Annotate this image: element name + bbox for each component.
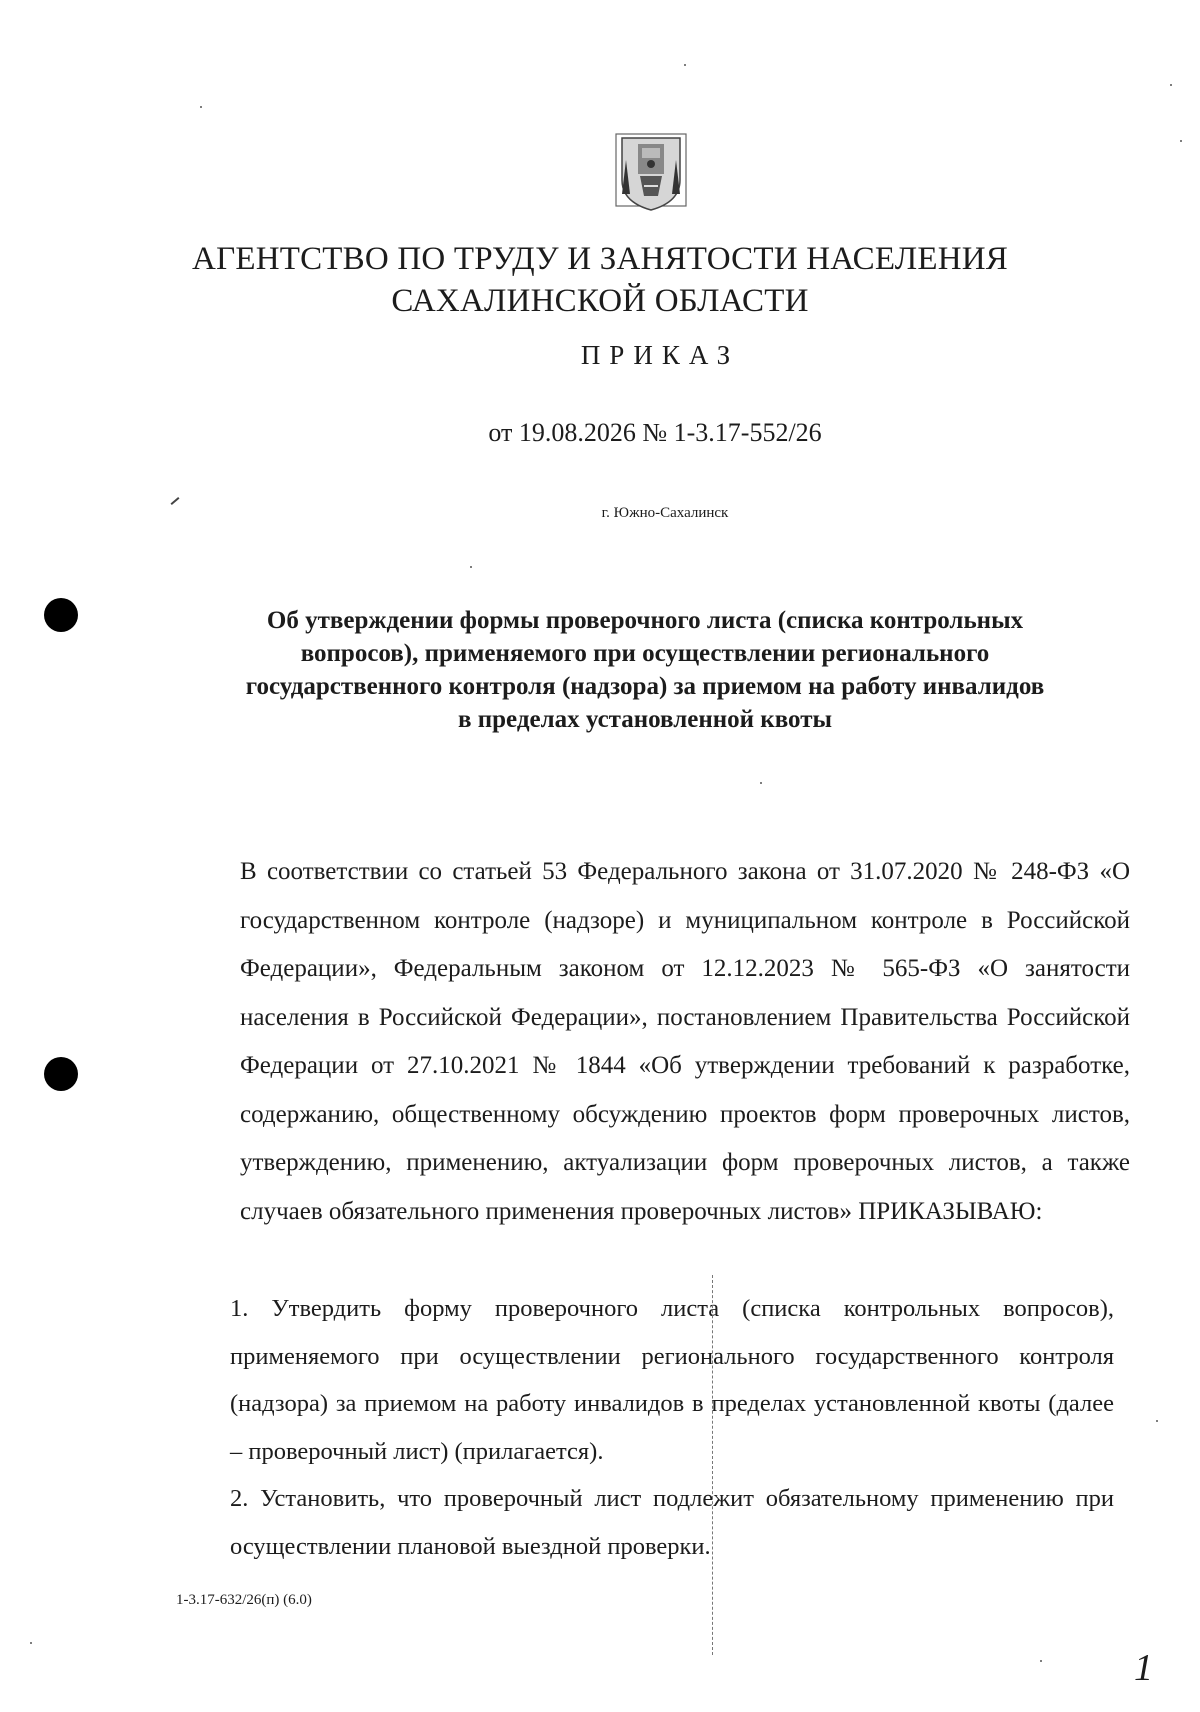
order-title-line3: государственного контроля (надзора) за приемом на работу инвалидов [245,673,1045,700]
scan-speck [1156,1420,1158,1422]
scan-speck [684,64,686,66]
scan-speck [1180,140,1182,142]
order-title-line1: Об утверждении формы проверочного листа (списка контрольных [266,607,1024,634]
coat-of-arms-emblem [612,130,690,216]
scan-speck [1170,84,1172,86]
preamble-text: В соответствии со статьей 53 Федерального закона от 31.07.2020 № 248-ФЗ «О государственном контроле (надзоре) и муниципальном контроле в Российской Федерации», Федеральным законом от 12.12.2023 № 565-ФЗ «О занятости населения в Российской Федерации», постановлением Правительства Российской Федерации от 27.10.2021 № 1844 «Об утверждении требований к разработке, содержанию, общественному обсуждению проектов форм проверочных листов, утверждению, применению, актуализации форм проверочных листов, а также случаев обязательного применения проверочных листов» ПРИКАЗЫВАЮ: [240,858,1130,1225]
scan-speck [1040,1660,1042,1662]
scan-speck [200,106,202,108]
city-name: г. Южно-Сахалинск [601,505,729,521]
punch-hole-top [44,598,78,632]
scan-speck [760,782,762,784]
punch-hole-bottom [44,1057,78,1091]
order-item-1 [176,1285,1114,1475]
page-number: 1 [1134,1647,1153,1689]
order-title [190,604,1100,736]
order-item-2 [176,1475,1114,1570]
order-item-1-text: 1. Утвердить форму проверочного листа (списка контрольных вопросов), применяемого при осуществлении регионального государственного контроля (надзора) за приемом на работу инвалидов в пределах установленной квоты (далее – проверочный лист) (прилагается). [230,1295,1114,1465]
scan-speck [30,1642,32,1644]
order-heading: ПРИКАЗ [580,340,740,370]
order-title-line2: вопросов), применяемого при осуществлении регионального [300,640,990,667]
agency-name [0,238,1200,322]
scan-mark [171,497,180,505]
agency-name-line2: САХАЛИНСКОЙ ОБЛАСТИ [391,283,809,319]
preamble-paragraph [178,848,1130,1236]
agency-name-line1: АГЕНТСТВО ПО ТРУДУ И ЗАНЯТОСТИ НАСЕЛЕНИЯ [192,241,1008,277]
order-number: от 19.08.2026 № 1-3.17-552/26 [488,418,822,447]
scan-speck [470,566,472,568]
fold-line [712,1275,713,1655]
order-item-2-text: 2. Установить, что проверочный лист подлежит обязательному применению при осуществлении плановой выездной проверки. [230,1485,1114,1560]
document-code: 1-3.17-632/26(п) (6.0) [176,1592,312,1608]
order-title-line4: в пределах установленной квоты [458,706,832,733]
